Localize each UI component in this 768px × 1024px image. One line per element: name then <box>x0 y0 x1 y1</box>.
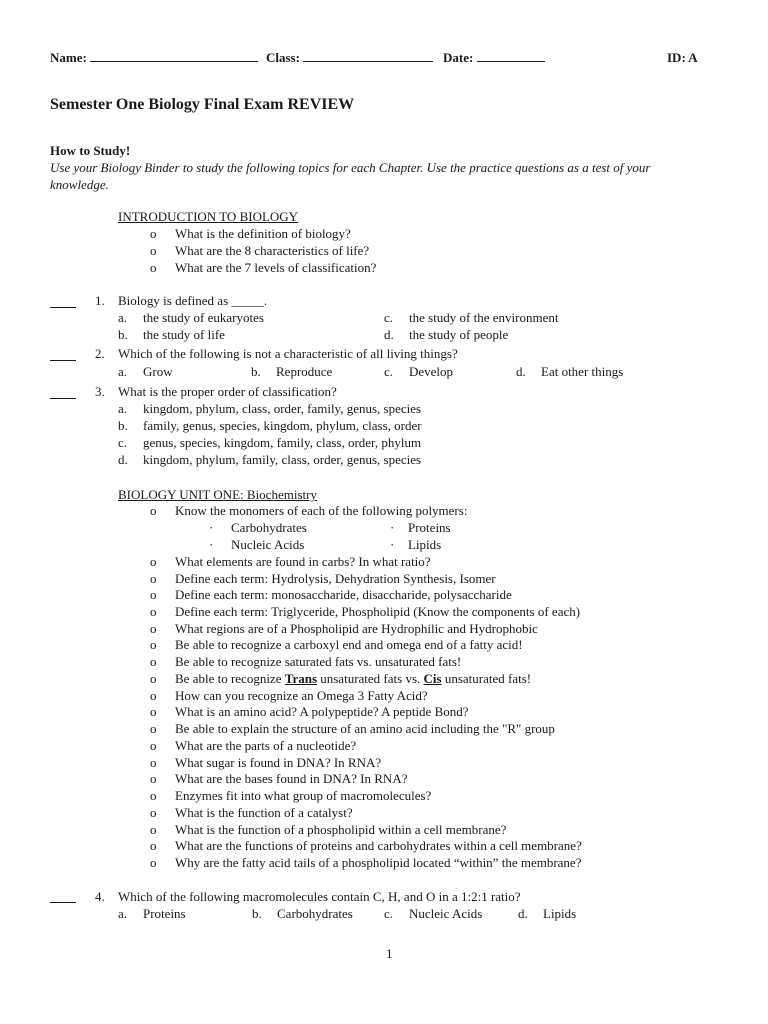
bullet: o <box>150 654 157 669</box>
polymer-item: Carbohydrates <box>231 520 307 535</box>
choice-c: Nucleic Acids <box>409 906 483 921</box>
trans-post: unsaturated fats! <box>441 671 532 686</box>
answer-blank[interactable] <box>50 360 76 361</box>
bullet: o <box>150 226 157 241</box>
list-item: Why are the fatty acid tails of a phospholipid located “within” the membrane? <box>175 855 582 870</box>
choice-a: the study of eukaryotes <box>143 310 264 325</box>
list-item: What is the function of a catalyst? <box>175 805 353 820</box>
question-text: Which of the following macromolecules contain C, H, and O in a 1:2:1 ratio? <box>118 889 521 904</box>
bullet: o <box>150 571 157 586</box>
choice-letter: b. <box>118 418 128 433</box>
choice-letter: d. <box>516 364 526 379</box>
bullet: o <box>150 788 157 803</box>
class-blank[interactable] <box>303 50 433 62</box>
list-item: Be able to recognize saturated fats vs. unsaturated fats! <box>175 654 462 669</box>
list-item: What are the 7 levels of classification? <box>175 260 377 275</box>
bullet: o <box>150 721 157 736</box>
bullet: o <box>150 838 157 853</box>
page-number: 1 <box>386 946 393 961</box>
name-blank[interactable] <box>90 50 258 62</box>
bullet: o <box>150 503 157 518</box>
list-item: Be able to recognize a carboxyl end and omega end of a fatty acid! <box>175 637 523 652</box>
class-label: Class: <box>266 50 300 65</box>
question-number: 4. <box>95 889 105 904</box>
list-item: What are the 8 characteristics of life? <box>175 243 370 258</box>
bullet: o <box>150 855 157 870</box>
choice-c: Develop <box>409 364 454 379</box>
bullet: o <box>150 822 157 837</box>
answer-blank[interactable] <box>50 902 76 903</box>
list-item: How can you recognize an Omega 3 Fatty Acid? <box>175 688 428 703</box>
choice-letter: a. <box>118 310 128 325</box>
choice-b: the study of life <box>143 327 225 342</box>
choice-b: family, genus, species, kingdom, phylum, class, order <box>143 418 422 433</box>
list-item: What regions are of a Phospholipid are Hydrophilic and Hydrophobic <box>175 621 538 636</box>
question-text: What is the proper order of classification? <box>118 384 337 399</box>
bullet: o <box>150 671 157 686</box>
monomers-prompt: Know the monomers of each of the following polymers: <box>175 503 468 518</box>
answer-blank[interactable] <box>50 307 76 308</box>
bullet: o <box>150 637 157 652</box>
polymer-item: Proteins <box>408 520 451 535</box>
bullet: o <box>150 554 157 569</box>
small-bullet: · <box>390 520 395 535</box>
intro-heading: INTRODUCTION TO BIOLOGY <box>118 209 299 224</box>
small-bullet: · <box>209 520 214 535</box>
list-item: What is an amino acid? A polypeptide? A peptide Bond? <box>175 704 469 719</box>
question-text: Biology is defined as _____. <box>118 293 268 308</box>
unit1-heading: BIOLOGY UNIT ONE: Biochemistry <box>118 487 317 502</box>
date-blank[interactable] <box>477 50 545 62</box>
choice-d: the study of people <box>409 327 509 342</box>
choice-letter: b. <box>251 364 261 379</box>
how-to-line-1: Use your Biology Binder to study the following topics for each Chapter. Use the practice questions as a test of your <box>50 160 651 175</box>
choice-letter: d. <box>518 906 528 921</box>
choice-d: kingdom, phylum, family, class, order, genus, species <box>143 452 422 467</box>
list-item: Be able to explain the structure of an amino acid including the "R" group <box>175 721 555 736</box>
page-title: Semester One Biology Final Exam REVIEW <box>50 96 355 113</box>
choice-letter: c. <box>384 364 394 379</box>
list-item: Enzymes fit into what group of macromolecules? <box>175 788 432 803</box>
list-item: What is the function of a phospholipid within a cell membrane? <box>175 822 507 837</box>
small-bullet: · <box>209 537 214 552</box>
how-to-line-2: knowledge. <box>50 177 109 192</box>
choice-letter: a. <box>118 906 128 921</box>
choice-letter: a. <box>118 401 128 416</box>
list-item: Define each term: Triglyceride, Phospholipid (Know the components of each) <box>175 604 581 619</box>
choice-letter: d. <box>384 327 394 342</box>
question-text: Which of the following is not a characteristic of all living things? <box>118 346 458 361</box>
trans-word: Trans <box>284 671 317 686</box>
choice-letter: b. <box>118 327 128 342</box>
choice-d: Lipids <box>543 906 577 921</box>
bullet: o <box>150 587 157 602</box>
list-item: Define each term: Hydrolysis, Dehydration Synthesis, Isomer <box>175 571 496 586</box>
choice-d: Eat other things <box>541 364 624 379</box>
list-item: Define each term: monosaccharide, disaccharide, polysaccharide <box>175 587 512 602</box>
list-item: What are the functions of proteins and carbohydrates within a cell membrane? <box>175 838 582 853</box>
list-item: What are the bases found in DNA? In RNA? <box>175 771 408 786</box>
choice-letter: a. <box>118 364 128 379</box>
trans-pre: Be able to recognize <box>175 671 285 686</box>
choice-letter: c. <box>118 435 128 450</box>
bullet: o <box>150 604 157 619</box>
bullet: o <box>150 738 157 753</box>
list-item: What sugar is found in DNA? In RNA? <box>175 755 382 770</box>
cis-word: Cis <box>423 671 442 686</box>
choice-b: Reproduce <box>276 364 333 379</box>
date-field <box>443 50 545 66</box>
class-field <box>266 50 433 66</box>
bullet: o <box>150 260 157 275</box>
list-item: What are the parts of a nucleotide? <box>175 738 357 753</box>
choice-a: kingdom, phylum, class, order, family, genus, species <box>143 401 422 416</box>
choice-c: the study of the environment <box>409 310 559 325</box>
list-item: What elements are found in carbs? In what ratio? <box>175 554 431 569</box>
choice-letter: d. <box>118 452 128 467</box>
polymer-item: Lipids <box>408 537 442 552</box>
trans-mid: unsaturated fats vs. <box>317 671 424 686</box>
question-number: 2. <box>95 346 105 361</box>
name-field <box>50 50 258 66</box>
choice-a: Grow <box>143 364 173 379</box>
how-to-heading: How to Study! <box>50 143 131 158</box>
bullet: o <box>150 621 157 636</box>
name-label: Name: <box>50 50 87 65</box>
choice-a: Proteins <box>143 906 186 921</box>
question-number: 1. <box>95 293 105 308</box>
bullet: o <box>150 771 157 786</box>
small-bullet: · <box>390 537 395 552</box>
id-label: ID: A <box>667 50 698 65</box>
choice-letter: b. <box>252 906 262 921</box>
choice-letter: c. <box>384 906 394 921</box>
choice-letter: c. <box>384 310 394 325</box>
polymer-item: Nucleic Acids <box>231 537 305 552</box>
answer-blank[interactable] <box>50 398 76 399</box>
list-item: What is the definition of biology? <box>175 226 351 241</box>
bullet: o <box>150 805 157 820</box>
question-number: 3. <box>95 384 105 399</box>
bullet: o <box>150 704 157 719</box>
bullet: o <box>150 755 157 770</box>
choice-c: genus, species, kingdom, family, class, order, phylum <box>143 435 422 450</box>
date-label: Date: <box>443 50 474 65</box>
bullet: o <box>150 688 157 703</box>
choice-b: Carbohydrates <box>277 906 353 921</box>
trans-cis-item <box>175 671 531 687</box>
bullet: o <box>150 243 157 258</box>
